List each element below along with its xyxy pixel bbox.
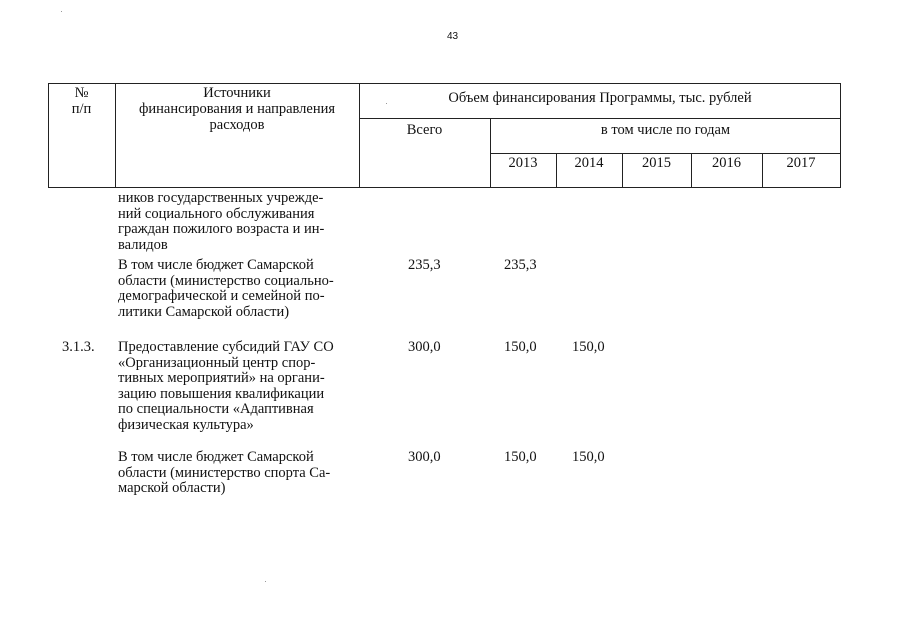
header-source-label: Источники финансирования и направления расходов [138, 85, 336, 133]
year-2015: 2015 [642, 155, 671, 171]
row-number: 3.1.3. [62, 339, 95, 355]
header-number-label: № п/п [71, 85, 92, 117]
row-2014: 150,0 [572, 449, 605, 465]
header-volume-label: Объем финансирования Программы, тыс. рублей [448, 90, 752, 106]
row-total: 235,3 [408, 257, 441, 273]
row-text: ников государственных учрежде- ний социального обслуживания граждан пожилого возраста и ин- валидов [118, 190, 325, 253]
year-2017: 2017 [786, 155, 816, 171]
row-text: Предоставление субсидий ГАУ СО «Организационный центр спор- тивных мероприятий» на органи- зацию повышения квалификации по специальности «Адаптивная физическая культура» [118, 339, 334, 433]
row-total: 300,0 [408, 339, 441, 355]
header-bottom-border [48, 187, 841, 188]
row-2013: 235,3 [504, 257, 537, 273]
header-years-line [490, 153, 841, 154]
header-top-border [48, 83, 841, 84]
row-text: В том числе бюджет Самарской области (министерство социально- демографической и семейной по- литики Самарской области) [118, 257, 334, 320]
scan-speck [265, 581, 266, 582]
header-mid-line [359, 118, 841, 119]
year-2014: 2014 [574, 155, 604, 171]
row-2014: 150,0 [572, 339, 605, 355]
page-number: 43 [446, 31, 459, 42]
row-2013: 150,0 [504, 449, 537, 465]
scan-speck [61, 11, 62, 12]
header-total-label: Всего [406, 122, 443, 138]
row-total: 300,0 [408, 449, 441, 465]
year-2016: 2016 [712, 155, 741, 171]
row-2013: 150,0 [504, 339, 537, 355]
year-2013: 2013 [508, 155, 538, 171]
header-by-years-label: в том числе по годам [600, 122, 731, 138]
scan-speck [386, 103, 387, 104]
row-text: В том числе бюджет Самарской области (министерство спорта Са- марской области) [118, 449, 331, 496]
